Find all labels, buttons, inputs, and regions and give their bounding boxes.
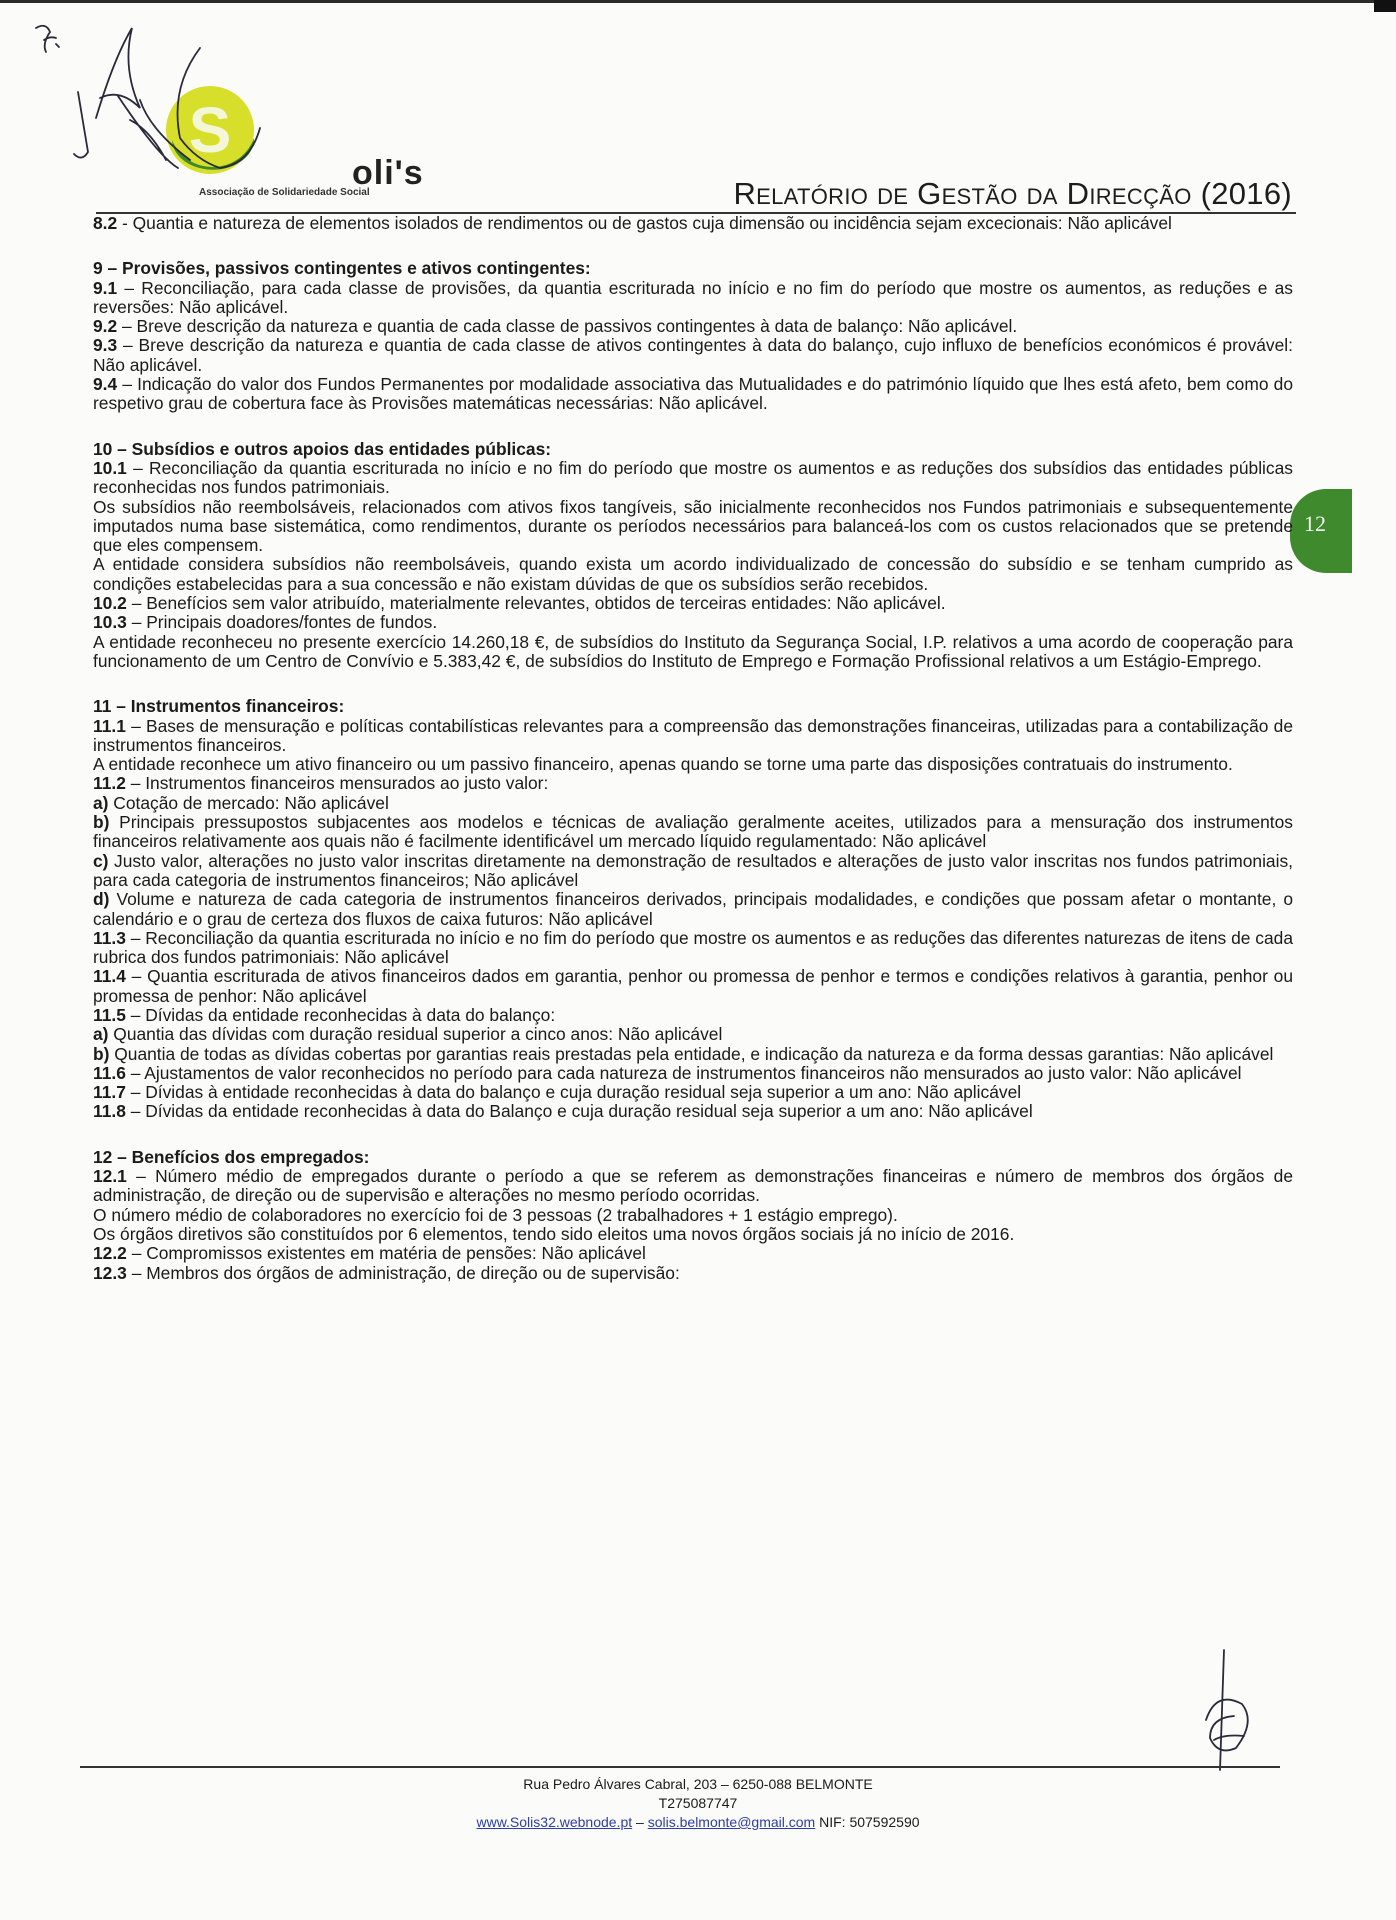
paragraph-11-5: 11.5 – Dívidas da entidade reconhecidas à data do balanço:: [93, 1004, 556, 1025]
paragraph-10-b: A entidade considera subsídios não reembolsáveis, quando exista um acordo individualizado de concessão do subsídio e se tenham cumprido as condições estabelecidas para a sua concessão e não existam dúvidas de que os subsídios serão recebidos.: [93, 554, 1293, 594]
paragraph-9-4: 9.4 – Indicação do valor dos Fundos Permanentes por modalidade associativa das Mutualidades e do património líquido que lhes está afeto, bem como do respetivo grau de cobertura face às Provisões matemáticas necessárias: Não aplicável.: [93, 374, 1293, 414]
paragraph-10-a: Os subsídios não reembolsáveis, relacionados com ativos fixos tangíveis, são inicialmente reconhecidos nos Fundos patrimoniais e subsequentemente imputados numa base sistemática, como rendimentos, durante os períodos necessários para balanceá-los com os custos relacionados que se pretende que eles compensem.: [93, 496, 1293, 556]
paragraph-9-1: 9.1 – Reconciliação, para cada classe de provisões, da quantia escriturada no início e no fim do período que mostre os aumentos, as reduções e as reversões: Não aplicável.: [93, 277, 1293, 317]
paragraph-12-3: 12.3 – Membros dos órgãos de administração, de direção ou de supervisão:: [93, 1262, 680, 1283]
paragraph-11-3: 11.3 – Reconciliação da quantia escriturada no início e no fim do período que mostre os aumentos e as reduções das diferentes naturezas de itens de cada rubrica dos fundos patrimoniais: Não aplicável: [93, 927, 1293, 968]
logo-s-letter: S: [188, 94, 232, 166]
paragraph-10-3: 10.3 – Principais doadores/fontes de fundos.: [93, 612, 438, 633]
paragraph-9-3: 9.3 – Breve descrição da natureza e quantia de cada classe de ativos contingentes à data do balanço, cujo influxo de benefícios económicos é provável: Não aplicável.: [93, 335, 1293, 375]
paragraph-12-2: 12.2 – Compromissos existentes em matéria de pensões: Não aplicável: [93, 1243, 646, 1264]
section-heading-12: 12 – Benefícios dos empregados:: [93, 1146, 370, 1167]
section-heading-9: 9 – Provisões, passivos contingentes e ativos contingentes:: [93, 258, 591, 279]
paragraph-10-1: 10.1 – Reconciliação da quantia escriturada no início e no fim do período que mostre os aumentos e as reduções dos subsídios das entidades públicas reconhecidas nos fundos patrimoniais.: [93, 457, 1293, 498]
footer-contacts: www.Solis32.webnode.pt – solis.belmonte@gmail.com NIF: 507592590: [476, 1814, 920, 1830]
paragraph-11-2c: c) Justo valor, alterações no justo valor inscritas diretamente na demonstração de resultados e alterações de justo valor inscritas nos fundos patrimoniais, para cada categoria de instrumentos financeiros; Não aplicável: [93, 850, 1293, 890]
paragraph-10-c: A entidade reconheceu no presente exercício 14.260,18 €, de subsídios do Instituto da Segurança Social, I.P. relativos a uma acordo de cooperação para funcionamento de um Centro de Convívio e 5.383,42 €, de subsídios do Instituto de Emprego e Formação Profissional relativos a um Estágio-Emprego.: [93, 631, 1293, 671]
paragraph-11-2b: b) Principais pressupostos subjacentes aos modelos e técnicas de avaliação geralmente aceites, utilizados para a mensuração dos instrumentos financeiros relativamente aos quais não é facilmente identificável um mercado líquido regulamentado: Não aplicável: [93, 812, 1293, 852]
paragraph-12-b: Os órgãos diretivos são constituídos por 6 elementos, tendo sido eleitos uma novos órgãos sociais já no início de 2016.: [93, 1223, 1015, 1244]
paragraph-11-5b: b) Quantia de todas as dívidas cobertas por garantias reais prestadas pela entidade, e indicação da natureza e da forma dessas garantias: Não aplicável: [93, 1043, 1274, 1064]
footer-divider: [80, 1766, 1280, 1768]
paragraph-10-2: 10.2 – Benefícios sem valor atribuído, materialmente relevantes, obtidos de terceiras entidades: Não aplicável.: [93, 593, 946, 614]
paragraph-9-2: 9.2 – Breve descrição da natureza e quantia de cada classe de passivos contingentes à data de balanço: Não aplicável.: [93, 316, 1018, 337]
report-title: Relatório de Gestão da Direcção (2016): [733, 176, 1292, 211]
section-heading-10: 10 – Subsídios e outros apoios das entidades públicas:: [93, 438, 552, 459]
page-number: 12: [1304, 511, 1326, 536]
document-body: [93, 214, 1293, 1283]
paragraph-12-1: 12.1 – Número médio de empregados durante o período a que se referem as demonstrações financeiras e número de membros dos órgãos de administração, de direção ou de supervisão e alterações no mesmo período ocorridas.: [93, 1166, 1293, 1206]
logo-subtitle: Associação de Solidariedade Social: [199, 187, 370, 198]
footer-address: Rua Pedro Álvares Cabral, 203 – 6250-088 BELMONTE: [523, 1776, 873, 1792]
paragraph-11-1: 11.1 – Bases de mensuração e políticas contabilísticas relevantes para a compreensão das demonstrações financeiras, utilizadas para a contabilização de instrumentos financeiros.: [93, 715, 1293, 755]
logo-name: oli's: [352, 154, 424, 192]
section-heading-11: 11 – Instrumentos financeiros:: [93, 696, 345, 717]
email-link[interactable]: solis.belmonte@gmail.com: [647, 1814, 816, 1830]
paragraph-11-2: 11.2 – Instrumentos financeiros mensurados ao justo valor:: [93, 773, 549, 794]
nif: NIF: 507592590: [815, 1814, 920, 1830]
paragraph-11-4: 11.4 – Quantia escriturada de ativos financeiros dados em garantia, penhor ou promessa de penhor e termos e condições relativos à garantia, penhor ou promessa de penhor: Não aplicável: [93, 966, 1293, 1006]
paragraph-11-6: 11.6 – Ajustamentos de valor reconhecidos no período para cada natureza de instrumentos financeiros não mensurados ao justo valor: Não aplicável: [93, 1062, 1242, 1083]
paragraph-11-8: 11.8 – Dívidas da entidade reconhecidas à data do Balanço e cuja duração residual seja superior a um ano: Não aplicável: [93, 1101, 1033, 1122]
paragraph-12-a: O número médio de colaboradores no exercício foi de 3 pessoas (2 trabalhadores + 1 estágio emprego).: [93, 1204, 898, 1225]
paragraph-11-7: 11.7 – Dívidas à entidade reconhecidas à data do balanço e cuja duração residual seja superior a um ano: Não aplicável: [93, 1082, 1022, 1103]
footer: [0, 1775, 1396, 1832]
website-link[interactable]: www.Solis32.webnode.pt: [476, 1814, 633, 1830]
footer-phone: T275087747: [658, 1795, 738, 1811]
paragraph-11-2a: a) Cotação de mercado: Não aplicável: [93, 792, 389, 813]
paragraph-8-2: 8.2 - Quantia e natureza de elementos isolados de rendimentos ou de gastos cuja dimensão ou incidência sejam excecionais: Não aplicável: [93, 213, 1172, 233]
paragraph-11-a: A entidade reconhece um ativo financeiro ou um passivo financeiro, apenas quando se torne uma parte das disposições contratuais do instrumento.: [93, 754, 1233, 775]
paragraph-11-2d: d) Volume e natureza de cada categoria de instrumentos financeiros derivados, principais modalidades, e condições que possam afetar o montante, o calendário e o grau de certeza dos fluxos de caixa futuros: Não aplicável: [93, 889, 1293, 929]
paragraph-11-5a: a) Quantia das dívidas com duração residual superior a cinco anos: Não aplicável: [93, 1024, 723, 1045]
